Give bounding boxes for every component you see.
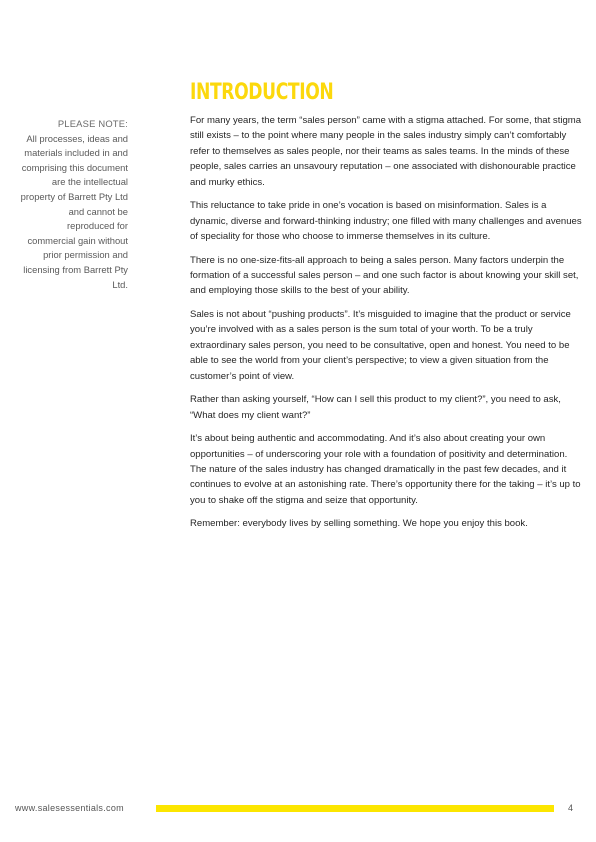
intro-body [190,113,582,540]
paragraph: This reluctance to take pride in one’s vocation is based on misinformation. Sales is a dynamic, diverse and forward-thinking industry; one filled with many challenges and avenues of speciality for those who choose to immerse themselves in its culture. [190,200,582,243]
side-note-heading: PLEASE NOTE: [57,118,128,129]
side-note-text: All processes, ideas and materials included in and comprising this document are the intellectual property of Barrett Pty Ltd and cannot be reproduced for commercial gain without prior permission and licensing from Barrett Pty Ltd. [20,132,128,290]
paragraph: For many years, the term “sales person” came with a stigma attached. For some, that stigma still exists – to the point where many people in the sales industry simply can’t comfortably refer to themselves as sales people, nor their teams as sales teams. In the minds of these people, sales carries an unsavoury reputation – one associated with dishonourable practice and murky ethics. [190,115,582,188]
side-note [20,117,128,292]
paragraph: Sales is not about “pushing products”. It’s misguided to imagine that the product or service you’re involved with as a sales person is the sum total of your worth. To be a truly extraordinary sales person, you need to be consultative, open and honest. You need to be able to see the world from your client’s perspective; to view a given situation from the customer’s point of view. [190,309,571,382]
paragraph: Remember: everybody lives by selling something. We hope you enjoy this book. [190,518,528,530]
paragraph: There is no one-size-fits-all approach to being a sales person. Many factors underpin the formation of a successful sales person – and one such factor is about knowing your skill set, and employing those skills to the best of your ability. [190,254,579,297]
page-number: 4 [568,803,574,813]
section-title: INTRODUCTION [190,80,334,105]
paragraph: Rather than asking yourself, “How can I sell this product to my client?”, you need to ask, “What does my client want?” [190,394,561,421]
footer-accent-bar [156,805,554,812]
footer-website-link[interactable]: www.salesessentials.com [15,803,124,813]
paragraph: It’s about being authentic and accommodating. And it’s also about creating your own opportunities – of underscoring your role with a foundation of positivity and determination. The nature of the sales industry has changed dramatically in the past few decades, and it continues to evolve at an astonishing rate. There’s opportunity there for the taking – it’s up to you to shake off the stigma and seize that opportunity. [190,433,581,506]
